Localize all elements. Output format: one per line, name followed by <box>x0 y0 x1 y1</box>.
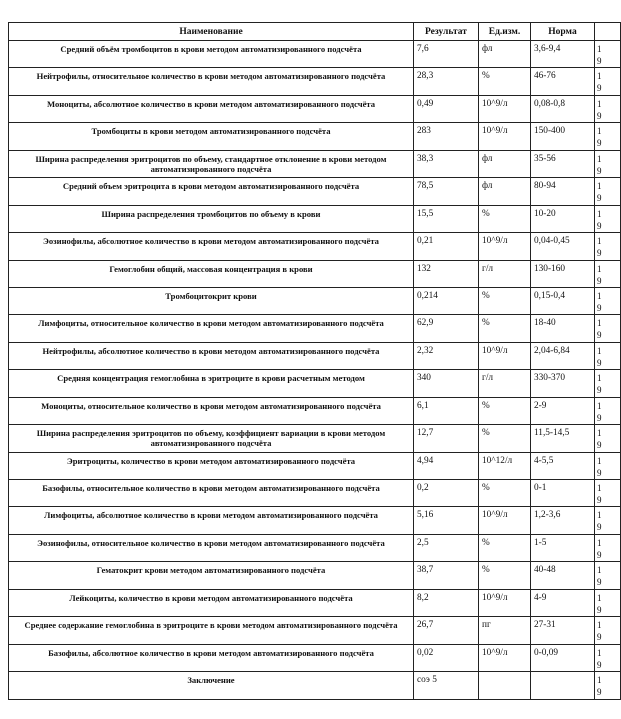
extra-cell: 1 9 <box>595 233 621 260</box>
test-name-cell: Эозинофилы, абсолютное количество в крови методом автоматизированного подсчёта <box>9 233 414 260</box>
result-cell: соэ 5 <box>414 672 479 699</box>
result-cell: 0,02 <box>414 644 479 671</box>
norm-cell: 130-160 <box>531 260 595 287</box>
result-cell: 132 <box>414 260 479 287</box>
table-row <box>9 370 621 397</box>
table-row <box>9 178 621 205</box>
extra-cell: 1 9 <box>595 260 621 287</box>
table-row <box>9 150 621 177</box>
table-row <box>9 205 621 232</box>
table-row <box>9 397 621 424</box>
result-cell: 0,49 <box>414 95 479 122</box>
test-name-cell: Лейкоциты, количество в крови методом автоматизированного подсчёта <box>9 589 414 616</box>
unit-cell: 10^9/л <box>479 507 531 534</box>
unit-cell: 10^9/л <box>479 123 531 150</box>
column-header-unit: Ед.изм. <box>479 23 531 41</box>
result-cell: 0,2 <box>414 480 479 507</box>
test-name-cell: Нейтрофилы, абсолютное количество в крови методом автоматизированного подсчёта <box>9 342 414 369</box>
unit-cell: % <box>479 562 531 589</box>
test-name-cell: Ширина распределения эритроцитов по объему, коэффициент вариации в крови методом автоматизированного подсчёта <box>9 425 414 452</box>
result-cell: 340 <box>414 370 479 397</box>
unit-cell: г/л <box>479 370 531 397</box>
test-name-cell: Нейтрофилы, относительное количество в крови методом автоматизированного подсчёта <box>9 68 414 95</box>
extra-cell: 1 9 <box>595 617 621 644</box>
extra-cell: 1 9 <box>595 562 621 589</box>
unit-cell: 10^9/л <box>479 644 531 671</box>
extra-cell: 1 9 <box>595 507 621 534</box>
table-row <box>9 672 621 699</box>
extra-cell: 1 9 <box>595 205 621 232</box>
norm-cell <box>531 672 595 699</box>
norm-cell: 1-5 <box>531 534 595 561</box>
unit-cell: % <box>479 397 531 424</box>
unit-cell: 10^9/л <box>479 95 531 122</box>
unit-cell: 10^12/л <box>479 452 531 479</box>
test-name-cell: Средний объем эритроцита в крови методом автоматизированного подсчёта <box>9 178 414 205</box>
extra-cell: 1 9 <box>595 534 621 561</box>
test-name-cell: Эритроциты, количество в крови методом автоматизированного подсчёта <box>9 452 414 479</box>
table-row <box>9 425 621 452</box>
column-header-name: Наименование <box>9 23 414 41</box>
norm-cell: 18-40 <box>531 315 595 342</box>
norm-cell: 150-400 <box>531 123 595 150</box>
table-row <box>9 315 621 342</box>
table-row <box>9 68 621 95</box>
result-cell: 5,16 <box>414 507 479 534</box>
norm-cell: 40-48 <box>531 562 595 589</box>
test-name-cell: Среднее содержание гемоглобина в эритроците в крови методом автоматизированного подсчёта <box>9 617 414 644</box>
norm-cell: 4-9 <box>531 589 595 616</box>
norm-cell: 2-9 <box>531 397 595 424</box>
unit-cell: % <box>479 205 531 232</box>
norm-cell: 11,5-14,5 <box>531 425 595 452</box>
test-name-cell: Тромбоциты в крови методом автоматизированного подсчёта <box>9 123 414 150</box>
table-row <box>9 260 621 287</box>
extra-cell: 1 9 <box>595 397 621 424</box>
extra-cell: 1 9 <box>595 68 621 95</box>
table-row <box>9 342 621 369</box>
norm-cell: 4-5,5 <box>531 452 595 479</box>
norm-cell: 46-76 <box>531 68 595 95</box>
extra-cell: 1 9 <box>595 41 621 68</box>
extra-cell: 1 9 <box>595 342 621 369</box>
result-cell: 283 <box>414 123 479 150</box>
extra-cell: 1 9 <box>595 589 621 616</box>
table-row <box>9 452 621 479</box>
table-row <box>9 589 621 616</box>
unit-cell: % <box>479 425 531 452</box>
unit-cell: 10^9/л <box>479 233 531 260</box>
result-cell: 0,21 <box>414 233 479 260</box>
norm-cell: 80-94 <box>531 178 595 205</box>
result-cell: 6,1 <box>414 397 479 424</box>
result-cell: 2,5 <box>414 534 479 561</box>
extra-cell: 1 9 <box>595 150 621 177</box>
unit-cell: % <box>479 287 531 314</box>
unit-cell: фл <box>479 41 531 68</box>
extra-cell: 1 9 <box>595 672 621 699</box>
result-cell: 8,2 <box>414 589 479 616</box>
result-cell: 15,5 <box>414 205 479 232</box>
test-name-cell: Заключение <box>9 672 414 699</box>
norm-cell: 1,2-3,6 <box>531 507 595 534</box>
result-cell: 4,94 <box>414 452 479 479</box>
test-name-cell: Ширина распределения эритроцитов по объему, стандартное отклонение в крови методом автоматизированного подсчёта <box>9 150 414 177</box>
test-name-cell: Лимфоциты, относительное количество в крови методом автоматизированного подсчёта <box>9 315 414 342</box>
norm-cell: 0,04-0,45 <box>531 233 595 260</box>
extra-cell: 1 9 <box>595 95 621 122</box>
unit-cell: % <box>479 534 531 561</box>
extra-cell: 1 9 <box>595 178 621 205</box>
result-cell: 7,6 <box>414 41 479 68</box>
table-row <box>9 41 621 68</box>
result-cell: 12,7 <box>414 425 479 452</box>
norm-cell: 0,08-0,8 <box>531 95 595 122</box>
unit-cell: фл <box>479 178 531 205</box>
test-name-cell: Ширина распределения тромбоцитов по объему в крови <box>9 205 414 232</box>
norm-cell: 10-20 <box>531 205 595 232</box>
result-cell: 62,9 <box>414 315 479 342</box>
norm-cell: 0-0,09 <box>531 644 595 671</box>
result-cell: 28,3 <box>414 68 479 95</box>
norm-cell: 3,6-9,4 <box>531 41 595 68</box>
table-header-row <box>9 23 621 41</box>
extra-cell: 1 9 <box>595 480 621 507</box>
extra-cell: 1 9 <box>595 370 621 397</box>
table-row <box>9 617 621 644</box>
table-row <box>9 233 621 260</box>
test-name-cell: Базофилы, абсолютное количество в крови методом автоматизированного подсчёта <box>9 644 414 671</box>
table-row <box>9 534 621 561</box>
test-name-cell: Гематокрит крови методом автоматизированного подсчёта <box>9 562 414 589</box>
table-row <box>9 480 621 507</box>
result-cell: 38,3 <box>414 150 479 177</box>
norm-cell: 330-370 <box>531 370 595 397</box>
unit-cell: пг <box>479 617 531 644</box>
test-name-cell: Моноциты, относительное количество в крови методом автоматизированного подсчёта <box>9 397 414 424</box>
norm-cell: 35-56 <box>531 150 595 177</box>
table-row <box>9 507 621 534</box>
test-name-cell: Тромбоцитокрит крови <box>9 287 414 314</box>
result-cell: 78,5 <box>414 178 479 205</box>
result-cell: 0,214 <box>414 287 479 314</box>
unit-cell: 10^9/л <box>479 342 531 369</box>
norm-cell: 0-1 <box>531 480 595 507</box>
lab-results-table <box>8 22 621 700</box>
column-header-extra <box>595 23 621 41</box>
norm-cell: 0,15-0,4 <box>531 287 595 314</box>
test-name-cell: Базофилы, относительное количество в крови методом автоматизированного подсчёта <box>9 480 414 507</box>
result-cell: 2,32 <box>414 342 479 369</box>
test-name-cell: Гемоглобин общий, массовая концентрация в крови <box>9 260 414 287</box>
unit-cell: % <box>479 68 531 95</box>
test-name-cell: Средний объём тромбоцитов в крови методом автоматизированного подсчёта <box>9 41 414 68</box>
result-cell: 26,7 <box>414 617 479 644</box>
unit-cell: фл <box>479 150 531 177</box>
table-row <box>9 123 621 150</box>
extra-cell: 1 9 <box>595 315 621 342</box>
table-row <box>9 562 621 589</box>
norm-cell: 27-31 <box>531 617 595 644</box>
unit-cell: г/л <box>479 260 531 287</box>
test-name-cell: Лимфоциты, абсолютное количество в крови методом автоматизированного подсчёта <box>9 507 414 534</box>
unit-cell: % <box>479 315 531 342</box>
extra-cell: 1 9 <box>595 123 621 150</box>
unit-cell: % <box>479 480 531 507</box>
table-row <box>9 95 621 122</box>
column-header-result: Результат <box>414 23 479 41</box>
test-name-cell: Средняя концентрация гемоглобина в эритроците в крови расчетным методом <box>9 370 414 397</box>
table-row <box>9 644 621 671</box>
extra-cell: 1 9 <box>595 425 621 452</box>
extra-cell: 1 9 <box>595 452 621 479</box>
result-cell: 38,7 <box>414 562 479 589</box>
extra-cell: 1 9 <box>595 644 621 671</box>
column-header-norm: Норма <box>531 23 595 41</box>
unit-cell: 10^9/л <box>479 589 531 616</box>
table-body <box>9 41 621 700</box>
extra-cell: 1 9 <box>595 287 621 314</box>
norm-cell: 2,04-6,84 <box>531 342 595 369</box>
unit-cell <box>479 672 531 699</box>
test-name-cell: Эозинофилы, относительное количество в крови методом автоматизированного подсчёта <box>9 534 414 561</box>
lab-results-page <box>8 22 600 700</box>
table-row <box>9 287 621 314</box>
test-name-cell: Моноциты, абсолютное количество в крови методом автоматизированного подсчёта <box>9 95 414 122</box>
